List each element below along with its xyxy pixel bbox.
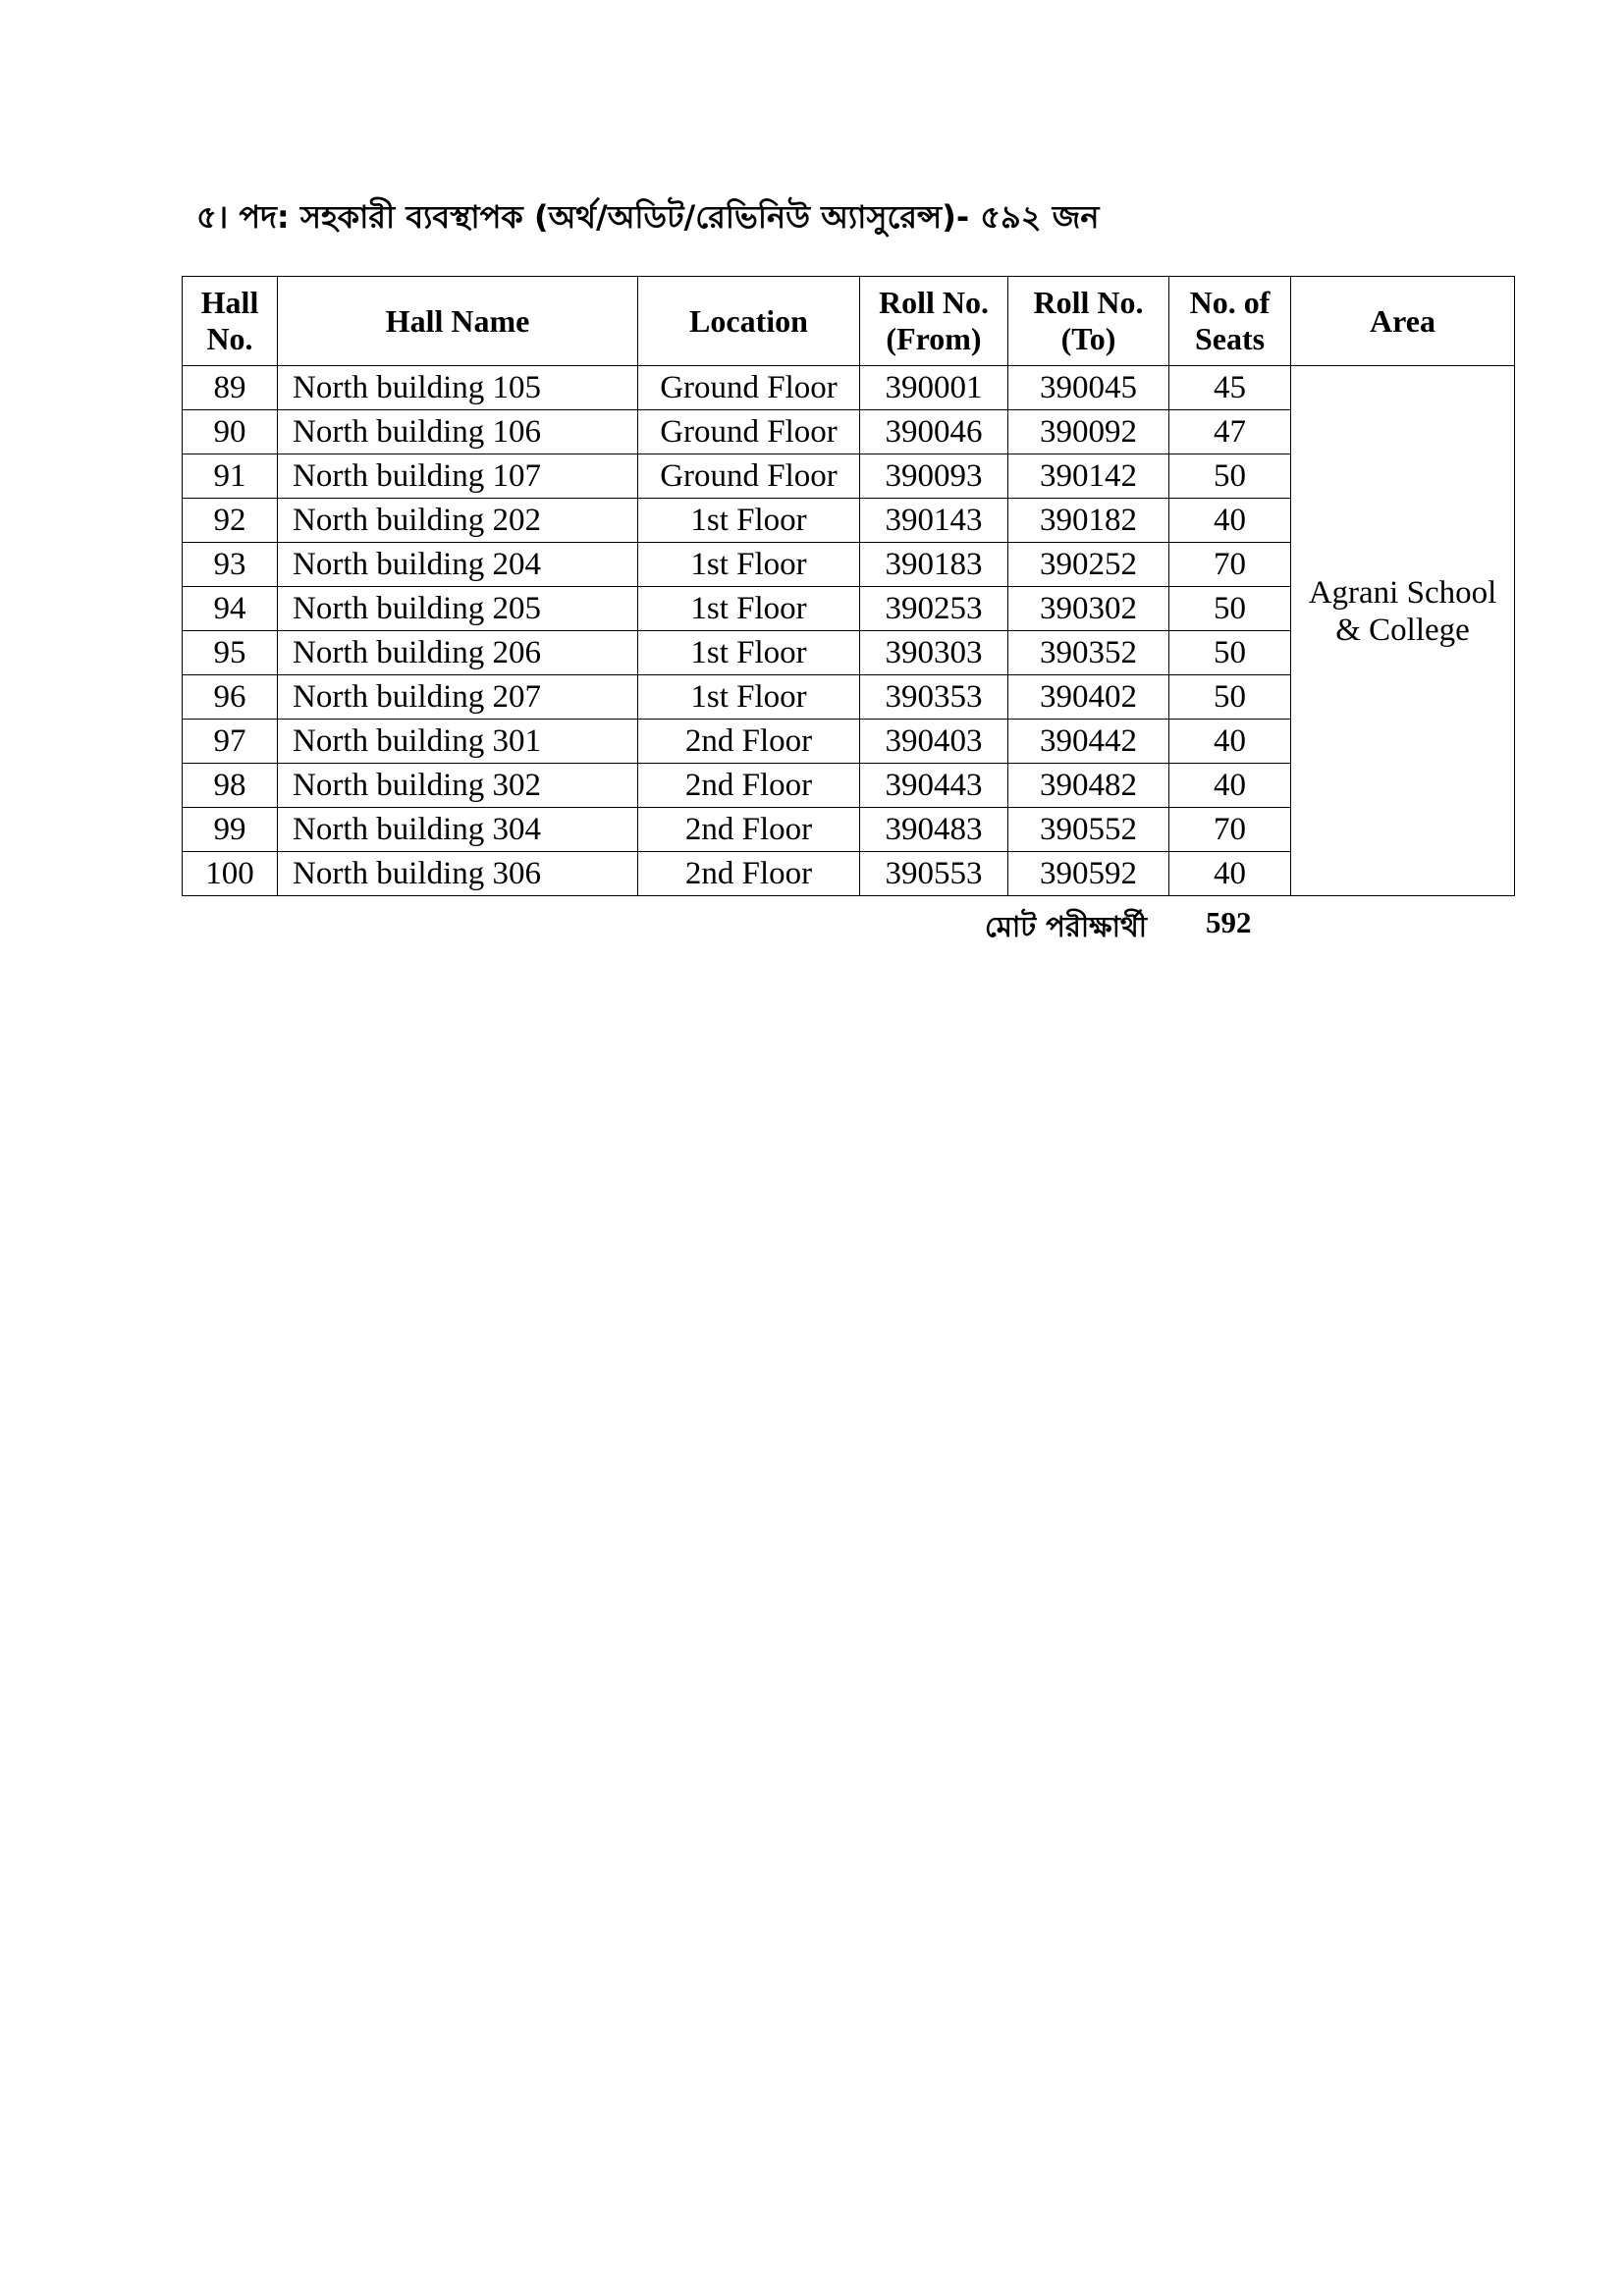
roll-from-cell: 390046 (860, 410, 1008, 454)
hall-no-cell: 100 (183, 852, 278, 896)
roll-to-cell: 390252 (1008, 543, 1169, 587)
roll-from-cell: 390483 (860, 808, 1008, 852)
seats-cell: 50 (1169, 675, 1291, 720)
hall-no-cell: 92 (183, 499, 278, 543)
location-cell: 2nd Floor (638, 852, 860, 896)
header-roll-from: Roll No. (From) (860, 277, 1008, 366)
hall-name-cell: North building 107 (278, 454, 638, 499)
roll-to-cell: 390442 (1008, 720, 1169, 764)
hall-name-cell: North building 207 (278, 675, 638, 720)
roll-to-cell: 390592 (1008, 852, 1169, 896)
seats-cell: 40 (1169, 499, 1291, 543)
hall-no-cell: 91 (183, 454, 278, 499)
roll-from-cell: 390001 (860, 366, 1008, 410)
hall-no-cell: 98 (183, 764, 278, 808)
seats-cell: 40 (1169, 720, 1291, 764)
roll-from-cell: 390143 (860, 499, 1008, 543)
roll-to-cell: 390352 (1008, 631, 1169, 675)
header-row (183, 277, 1515, 366)
page-heading: ৫। পদ: সহকারী ব্যবস্থাপক (অর্থ/অডিট/রেভিনিউ অ্যাসুরেন্স)- ৫৯২ জন (196, 198, 1100, 236)
location-cell: 1st Floor (638, 543, 860, 587)
seats-cell: 70 (1169, 543, 1291, 587)
roll-to-cell: 390142 (1008, 454, 1169, 499)
hall-no-cell: 99 (183, 808, 278, 852)
location-cell: 1st Floor (638, 675, 860, 720)
roll-from-cell: 390093 (860, 454, 1008, 499)
seats-cell: 45 (1169, 366, 1291, 410)
location-cell: 1st Floor (638, 631, 860, 675)
roll-from-cell: 390443 (860, 764, 1008, 808)
hall-no-cell: 90 (183, 410, 278, 454)
roll-to-cell: 390552 (1008, 808, 1169, 852)
roll-from-cell: 390403 (860, 720, 1008, 764)
seats-cell: 70 (1169, 808, 1291, 852)
seats-cell: 50 (1169, 631, 1291, 675)
total-examinees-value: 592 (1206, 905, 1252, 939)
location-cell: 1st Floor (638, 499, 860, 543)
seats-cell: 40 (1169, 852, 1291, 896)
hall-name-cell: North building 304 (278, 808, 638, 852)
hall-no-cell: 94 (183, 587, 278, 631)
hall-no-cell: 89 (183, 366, 278, 410)
hall-name-cell: North building 206 (278, 631, 638, 675)
location-cell: Ground Floor (638, 366, 860, 410)
roll-from-cell: 390183 (860, 543, 1008, 587)
roll-from-cell: 390553 (860, 852, 1008, 896)
location-cell: 2nd Floor (638, 720, 860, 764)
seats-cell: 50 (1169, 454, 1291, 499)
location-cell: 1st Floor (638, 587, 860, 631)
roll-to-cell: 390482 (1008, 764, 1169, 808)
roll-to-cell: 390092 (1008, 410, 1169, 454)
hall-name-cell: North building 301 (278, 720, 638, 764)
location-cell: Ground Floor (638, 410, 860, 454)
hall-name-cell: North building 302 (278, 764, 638, 808)
seats-cell: 40 (1169, 764, 1291, 808)
hall-no-cell: 96 (183, 675, 278, 720)
hall-name-cell: North building 202 (278, 499, 638, 543)
table-row (183, 366, 1515, 410)
location-cell: 2nd Floor (638, 808, 860, 852)
roll-from-cell: 390353 (860, 675, 1008, 720)
header-roll-to: Roll No. (To) (1008, 277, 1169, 366)
header-hall-name: Hall Name (278, 277, 638, 366)
seats-cell: 47 (1169, 410, 1291, 454)
hall-name-cell: North building 105 (278, 366, 638, 410)
roll-to-cell: 390402 (1008, 675, 1169, 720)
header-location: Location (638, 277, 860, 366)
header-seats: No. of Seats (1169, 277, 1291, 366)
hall-name-cell: North building 205 (278, 587, 638, 631)
total-examinees-label: মোট পরীক্ষার্থী (985, 910, 1148, 943)
roll-from-cell: 390253 (860, 587, 1008, 631)
seat-plan-table (182, 276, 1515, 896)
roll-to-cell: 390302 (1008, 587, 1169, 631)
area-cell: Agrani School & College (1291, 366, 1515, 896)
hall-no-cell: 97 (183, 720, 278, 764)
location-cell: Ground Floor (638, 454, 860, 499)
header-area: Area (1291, 277, 1515, 366)
roll-to-cell: 390045 (1008, 366, 1169, 410)
hall-no-cell: 95 (183, 631, 278, 675)
hall-name-cell: North building 204 (278, 543, 638, 587)
roll-from-cell: 390303 (860, 631, 1008, 675)
roll-to-cell: 390182 (1008, 499, 1169, 543)
hall-no-cell: 93 (183, 543, 278, 587)
location-cell: 2nd Floor (638, 764, 860, 808)
seats-cell: 50 (1169, 587, 1291, 631)
hall-name-cell: North building 306 (278, 852, 638, 896)
header-hall-no: Hall No. (183, 277, 278, 366)
hall-name-cell: North building 106 (278, 410, 638, 454)
